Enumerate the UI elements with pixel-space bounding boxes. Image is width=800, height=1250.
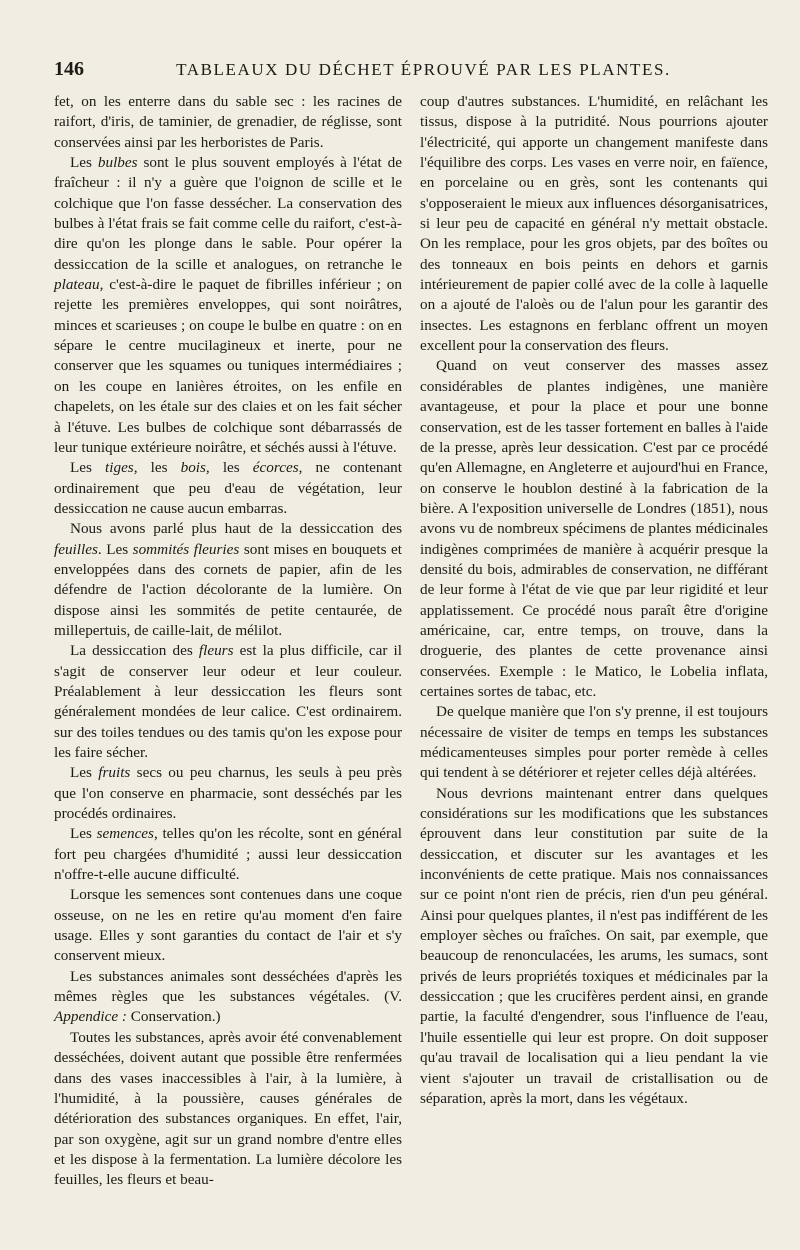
- page-number: 146: [54, 58, 84, 80]
- italic-term: tiges: [105, 459, 134, 477]
- page-header: [54, 58, 768, 92]
- paragraph: [54, 641, 402, 763]
- text-run: , les: [205, 459, 253, 477]
- text-columns: [54, 92, 768, 1191]
- paragraph: [54, 519, 402, 641]
- text-run: Nous devrions maintenant entrer dans quelques considérations sur les modifications que les substances éprouvent dans leur constitution par suite de la dessiccation, et discuter sur les avantages et les inconvénients de cette pratique. Mais nos connaissances sur ce point n'ont rien de précis, rien d'un peu général. Ainsi pour quelques plantes, il n'est pas indifférent de les employer sèches ou fraîches. On sait, par exemple, que beaucoup de renonculacées, les arums, les sumacs, sont privés de leurs propriétés toxiques et médicinales par la dessiccation ; que les crucifères perdent ainsi, en grande partie, la faculté d'engendrer, sous l'influence de l'eau, l'huile essentielle qui leur est propre. On doit supposer qu'au travail de localisation qui a lieu pendant la vie vient s'ajouter un travail de cristallisation ou de séparation, après la mort, dans les végétaux.: [420, 784, 768, 1107]
- text-run: Lorsque les semences sont contenues dans une coque osseuse, on ne les en retire qu'au moment d'en faire usage. Elles y sont garanties du contact de l'air et s'y conservent mieux.: [54, 886, 402, 965]
- text-run: sont mises en bouquets et enveloppées dans des cornets de papier, afin de les défendre de l'action décolorante de la lumière. On dispose ainsi les sommités de petite centaurée, de millepertuis, de caille-lait, de mélilot.: [54, 540, 402, 639]
- text-run: Les substances animales sont desséchées d'après les mêmes règles que les substances végétales. (V.: [54, 967, 402, 1006]
- running-title: TABLEAUX DU DÉCHET ÉPROUVÉ PAR LES PLANTES.: [176, 60, 671, 79]
- paragraph: [54, 763, 402, 824]
- text-run: , telles qu'on les récolte, sont en général fort peu chargées d'humidité ; aussi leur dessiccation n'offre-t-elle aucune difficulté.: [54, 825, 402, 884]
- italic-term: écorces: [252, 459, 299, 477]
- paragraph: [420, 784, 768, 1110]
- paragraph: [420, 702, 768, 783]
- text-run: , les: [133, 459, 181, 477]
- italic-term: bois: [180, 459, 206, 477]
- italic-term: sommités fleuries: [132, 540, 240, 558]
- paragraph: [54, 458, 402, 519]
- italic-term: plateau: [54, 276, 100, 294]
- text-run: fet, on les enterre dans du sable sec : les racines de raifort, d'iris, de taminier, de grenadier, de réglisse, sont conservées ainsi par les herboristes de Paris.: [54, 93, 402, 151]
- text-run: Les: [70, 825, 97, 843]
- text-run: , ne contenant ordinairement que peu d'eau de végétation, leur dessiccation ne cause aucun embarras.: [54, 459, 402, 517]
- paragraph: [54, 153, 402, 458]
- text-run: , c'est-à-dire le paquet de fibrilles inférieur ; on rejette les premières enveloppes, qui sont noirâtres, minces et scarieuses ; on coupe le bulbe en quatre : on en sépare le centre mucilagineux et inerte, pour ne conserver que les squames ou tuniques intermédiaires ; on les coupe en lanières étroites, on les enfile en chapelets, on les étale sur des claies et on les fait sécher à l'étuve. Les bulbes de colchique sont débarrassés de leur tunique extérieure noirâtre, et séchés aussi à l'étuve.: [54, 276, 402, 456]
- italic-term: semences: [96, 825, 154, 843]
- text-run: De quelque manière que l'on s'y prenne, il est toujours nécessaire de visiter de temps en temps les substances médicamenteuses simples pour porter remède à celles qui tendent à se détériorer et rejeter celles déjà altérées.: [420, 703, 768, 782]
- paragraph: [54, 967, 402, 1028]
- italic-term: feuilles: [54, 540, 98, 558]
- right-column: [420, 92, 768, 1191]
- paragraph: [54, 824, 402, 885]
- text-run: La dessiccation des: [70, 642, 199, 660]
- paragraph: [54, 92, 402, 153]
- paragraph: [54, 885, 402, 966]
- text-run: Les: [70, 154, 98, 172]
- text-run: Les: [70, 764, 99, 782]
- text-run: est la plus difficile, car il s'agit de conserver leur odeur et leur couleur. Préalablement à leur dessiccation les fleurs sont généralement mondées de leur calice. C'est ordinairem. sur des toiles tendues ou des tamis qu'on les expose pour les faire sécher.: [54, 642, 402, 761]
- text-run: Toutes les substances, après avoir été convenablement desséchées, doivent autant que possible être renfermées dans des vases inaccessibles à l'air, à la lumière, à l'humidité, à la poussière, causes générales de détérioration des substances organiques. En effet, l'air, par son oxygène, agit sur un grand nombre d'entre elles et les dispose à la fermentation. La lumière décolore les feuilles, les fleurs et beau-: [54, 1028, 402, 1189]
- text-run: secs ou peu charnus, les seuls à peu près que l'on conserve en pharmacie, sont desséchés par les procédés ordinaires.: [54, 764, 402, 823]
- text-run: coup d'autres substances. L'humidité, en relâchant les tissus, dispose à la putridité. Nous pourrions ajouter l'électricité, qui apporte un changement manifeste dans l'équilibre des corps. Les vases en verre noir, en faïence, en porcelaine ou en grès, sont les contenants qui s'opposeraient le mieux aux influences désorganisatrices, si leur peu de capacité en général n'y mettait obstacle. On les remplace, pour les gros objets, par des boîtes ou des tonneaux en bois peints en dehors et garnis intérieurement de papier collé avec de la colle à laquelle on a ajouté de l'aloès ou de l'alun pour les garantir des insectes. Les estagnons en ferblanc offrent un moyen excellent pour la conservation des fleurs.: [420, 93, 768, 355]
- text-run: Nous avons parlé plus haut de la dessiccation des: [70, 520, 402, 538]
- italic-term: Appendice :: [54, 1008, 127, 1026]
- text-run: Conservation.): [126, 1008, 221, 1026]
- italic-term: fruits: [98, 764, 131, 782]
- paragraph: [54, 1028, 402, 1191]
- italic-term: fleurs: [198, 642, 234, 660]
- text-run: . Les: [97, 540, 133, 558]
- left-column: [54, 92, 402, 1191]
- text-run: Les: [70, 459, 106, 477]
- paragraph: [420, 356, 768, 702]
- text-run: sont le plus souvent employés à l'état de fraîcheur : il n'y a guère que l'oignon de scille et le colchique que l'on fasse dessécher. La conservation des bulbes à l'état frais se fait comme celle du raifort, c'est-à-dire qu'on les plonge dans le sable. Pour opérer la dessiccation de la scille et analogues, on retranche le: [54, 154, 402, 273]
- italic-term: bulbes: [97, 154, 138, 172]
- text-run: Quand on veut conserver des masses assez considérables de plantes indigènes, une manière avantageuse, et pour la place et pour une bonne conservation, est de les tasser fortement en balles à l'aide de la presse, après leur dessication. C'est par ce procédé qu'en Allemagne, en Angleterre et aujourd'hui en France, on conserve le houblon destiné à la fabrication de la bière. A l'exposition universelle de Londres (1851), nous avons vu de nombreux spécimens de plantes médicinales indigènes comprimées de manière à acquérir presque la densité du bois, admirables de conservation, ne différant de leur forme à l'état de vie que par leur rigidité et leur applatissement. Ce procédé nous paraît être d'origine américaine, car, entre temps, on trouve, dans la droguerie, des plantes de cette provenance ainsi conservées. Exemple : le Matico, le Lobelia inflata, certaines sortes de tabac, etc.: [420, 357, 768, 700]
- paragraph: [420, 92, 768, 356]
